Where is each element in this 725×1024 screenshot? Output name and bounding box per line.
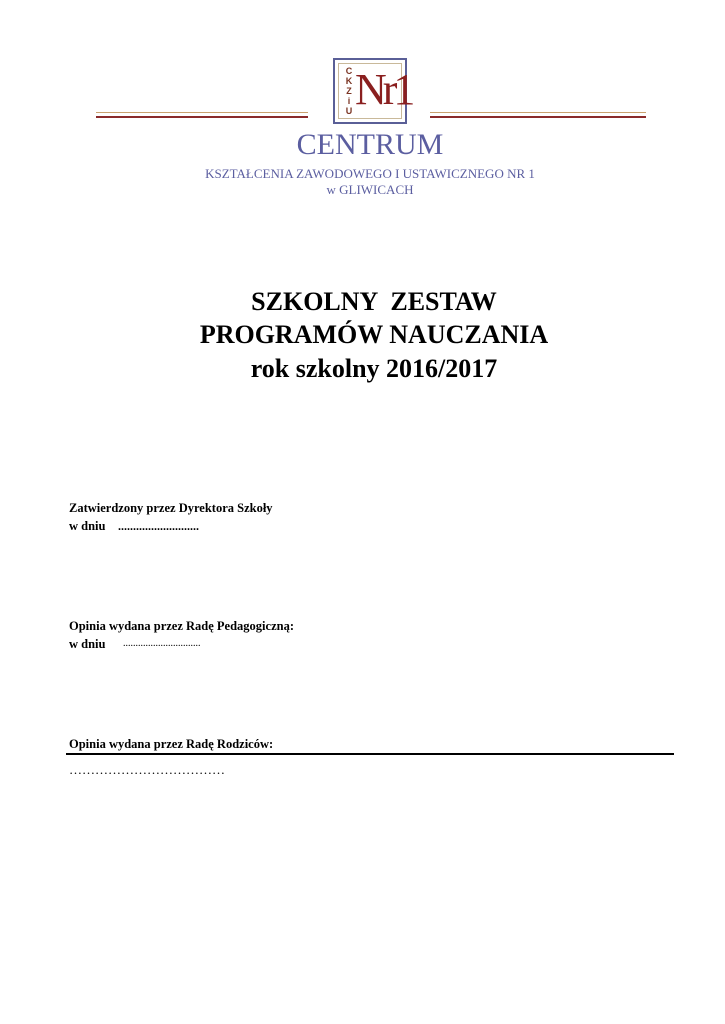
document-title-line1: SZKOLNY ZESTAW: [251, 287, 497, 316]
institution-subtitle-line2: w GLIWICACH: [326, 182, 414, 197]
parents-opinion-label: Opinia wydana przez Radę Rodziców:: [69, 737, 274, 751]
document-title-line3: rok szkolny 2016/2017: [250, 354, 498, 383]
logo-letters: C K Z i U: [345, 66, 353, 116]
council-date-field: ...............................: [123, 638, 201, 649]
logo-nr-text: Nr1: [355, 65, 412, 114]
director-date-label: w dniu: [69, 519, 106, 533]
document-title-line2: PROGRAMÓW NAUCZANIA: [199, 320, 549, 349]
divider-line: [66, 753, 674, 755]
council-opinion-label: Opinia wydana przez Radę Pedagogiczną:: [69, 619, 294, 633]
director-date-field: ...........................: [118, 519, 199, 533]
director-approval-label: Zatwierdzony przez Dyrektora Szkoły: [69, 501, 273, 515]
parents-opinion-field: ………………………………: [69, 762, 225, 777]
school-logo: [333, 58, 412, 124]
header-rule-left: [96, 112, 308, 119]
institution-subtitle-line1: KSZTAŁCENIA ZAWODOWEGO I USTAWICZNEGO NR 1: [205, 166, 535, 181]
institution-name: CENTRUM: [296, 128, 444, 161]
header-rule-right: [430, 112, 646, 119]
council-date-label: w dniu: [69, 637, 106, 651]
